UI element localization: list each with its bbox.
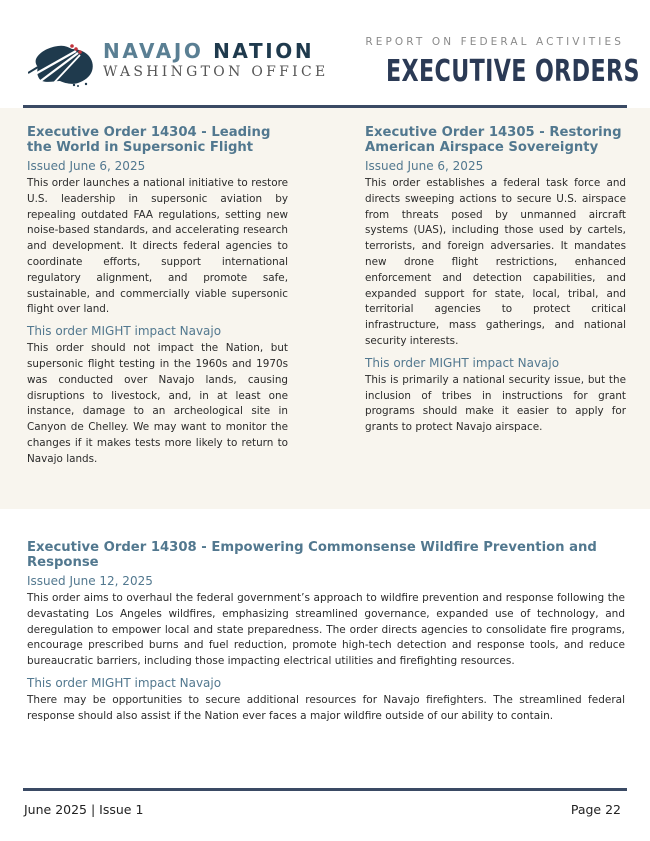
impact-body: There may be opportunities to secure additional resources for Navajo firefighters. The streamlined federal response should also assist if the Nation ever faces a major wildfire outside of our ability to contain. bbox=[27, 693, 625, 722]
order-title: Executive Order 14305 - Restoring American Airspace Sovereignty bbox=[365, 125, 622, 155]
impact-heading: This order MIGHT impact Navajo bbox=[27, 324, 222, 339]
order-summary: This order launches a national initiative to restore U.S. leadership in supersonic aviation by repealing outdated FAA regulations, setting new noise-based standards, and accelerating research and development. It directs federal agencies to coordinate efforts, support international regulatory alignment, and promote safe, sustainable, and commercially viable supersonic flight over land. bbox=[27, 177, 288, 316]
report-label: REPORT ON FEDERAL ACTIVITIES bbox=[365, 36, 624, 48]
brand-navajo: NAVAJO bbox=[103, 39, 204, 63]
order-issued-date: Issued June 6, 2025 bbox=[27, 159, 146, 173]
brand-subtitle: WASHINGTON OFFICE bbox=[103, 64, 329, 80]
order-issued-date: Issued June 6, 2025 bbox=[365, 159, 484, 173]
impact-body: This is primarily a national security issue, but the inclusion of tribes in instructions for grant programs should make it easier to apply for grants to protect Navajo airspace. bbox=[365, 373, 626, 434]
impact-heading: This order MIGHT impact Navajo bbox=[365, 355, 560, 370]
order-issued-date: Issued June 12, 2025 bbox=[27, 574, 153, 588]
impact-body: This order should not impact the Nation, but supersonic flight testing in the 1960s and 1970s was conducted over Navajo lands, causing disruptions to livestock, and, in at least one instance, damage to an archeological site in Canyon de Chelley. We may want to monitor the changes if it makes tests more likely to return to Navajo lands. bbox=[27, 342, 288, 465]
brand-wordmark bbox=[103, 40, 329, 81]
order-card bbox=[365, 125, 626, 436]
navajo-nation-seal-icon bbox=[28, 37, 100, 89]
order-title: Executive Order 14304 - Leading the World in Supersonic Flight bbox=[27, 125, 271, 155]
brand-nation: NATION bbox=[213, 39, 315, 63]
order-summary: This order establishes a federal task force and directs sweeping actions to secure U.S. airspace from threats posed by unmanned aircraft systems (UAS), including those used by cartels, terrorists, and foreign adversaries. It mandates new drone flight restrictions, enhanced enforcement and detection capabilities, and expanded support for state, local, tribal, and territorial agencies to protect critical infrastructure, mass gatherings, and national security interests. bbox=[365, 177, 626, 347]
page-number: Page 22 bbox=[570, 802, 621, 817]
order-card bbox=[27, 125, 288, 468]
issue-label: June 2025 | Issue 1 bbox=[24, 802, 144, 817]
order-card bbox=[27, 540, 625, 725]
impact-heading: This order MIGHT impact Navajo bbox=[27, 675, 222, 690]
page-title: EXECUTIVE ORDERS bbox=[386, 54, 640, 89]
footer-divider bbox=[23, 788, 627, 791]
order-title: Executive Order 14308 - Empowering Commonsense Wildfire Prevention and Response bbox=[27, 540, 597, 570]
page-header bbox=[0, 0, 650, 108]
order-summary: This order aims to overhaul the federal government’s approach to wildfire prevention and response following the devastating Los Angeles wildfires, emphasizing streamlined governance, expanded use of technology, and deregulation to empower local and state preparedness. The order directs agencies to consolidate fire programs, encourage prescribed burns and fuel reduction, promote high-tech detection and response tools, and reduce bureaucratic barriers, including those impacting electrical utilities and firefighting resources. bbox=[27, 592, 625, 668]
